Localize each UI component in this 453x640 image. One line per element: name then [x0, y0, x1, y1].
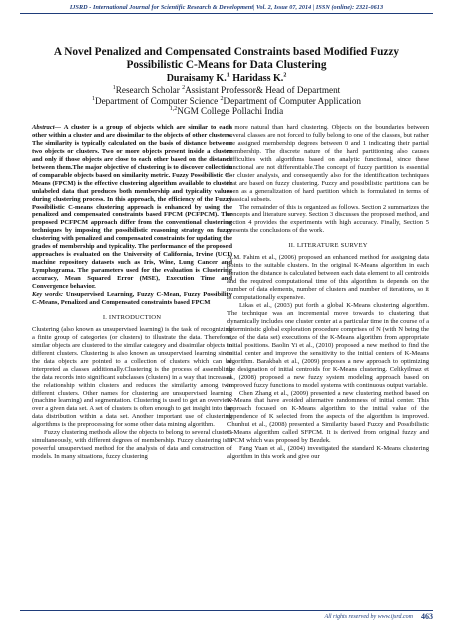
survey-paragraph-1: A.M. Fahim et al., (2006) proposed an enhanced method for assigning data points to the suitable clusters. In the original K-Means algorithm in each iteration the distance is calculated between each data element to all centroids and the required computational time of this algorithm is depends on the number of data elements, number of clusters and number of iterations, so it is computationally expensive.	[227, 254, 429, 302]
aff-role-2: Assistant Professor& Head of Department	[185, 85, 341, 95]
aff-dept-sup1: 1	[91, 95, 95, 102]
author-2-sup: 2	[283, 72, 287, 79]
keywords-label: Key words:	[32, 291, 64, 299]
footer-text	[325, 614, 413, 620]
footer-url-link[interactable]: www.ijsrd.com	[377, 614, 413, 620]
affiliation-institution	[20, 106, 433, 117]
aff-role-1: Research Scholar	[115, 85, 183, 95]
author-1-sup: 1	[226, 72, 230, 79]
affiliation-departments	[20, 96, 433, 107]
aff-inst-sup: 1,2	[169, 106, 178, 113]
footer-rule	[20, 610, 433, 611]
survey-paragraph-3: Chen Zhang et al., (2009) presented a new clustering method based on K-Means that have avoided alternative randomness of initial center. This approach focused on K-Means algorithm to the initial value of the dependence of K selected from the aspects of the algorithm is improved. Chunhui et al., (2008) presented a Similarity based Fuzzy and Possibilistic C-Means algorithm called SFPCM. It is derived from original fuzzy and FPCM which was proposed by Bezdek.	[227, 389, 429, 445]
aff-role-sup2: 2	[182, 84, 186, 91]
paper-title	[20, 46, 433, 72]
header-rule	[20, 13, 433, 14]
intro-paragraph-2: Fuzzy clustering methods allow the objects to belong to several clusters simultaneously, with different degrees of membership. Fuzzy clustering is a powerful unsupervised method for the analysis of data and construction of models. In many situations, fuzzy clustering	[32, 429, 232, 461]
journal-header: IJSRD - International Journal for Scientific Research & Development| Vol. 2, Issue 07, 2014 | ISSN (online): 2321-0613	[69, 4, 384, 11]
intro-paragraph-1: Clustering (also known as unsupervised learning) is the task of recognizing a finite group of categories (or clusters) to illustrate the data. Therefore, similar objects are clustered to the similar category and dissimilar objects to different clusters. Clustering is also known as unsupervised learning since the data objects are pointed to a collection of clusters which can be interpreted as classes additionally.Clustering is the process of assembling the data records into significant subclasses (clusters) in a way that increases the relationship within clusters and reduces the similarity among two different clusters. Other names for clustering are unsupervised learning (machine learning) and segmentation. Clustering is used to get an overview over a given data set. A set of clusters is often enough to get insight into the data distribution within a data set. Another important use of clustering algorithms is the preprocessing for some other data mining algorithm.	[32, 325, 232, 429]
paper-title-line1: A Novel Penalized and Compensated Constraints based Modified Fuzzy	[53, 46, 400, 58]
left-column	[32, 124, 232, 461]
affiliation-roles	[20, 85, 433, 96]
page-number: 463	[421, 612, 433, 621]
aff-dept-2: Department of Computer Application	[223, 95, 362, 106]
author-1: Duraisamy K.	[166, 73, 227, 84]
survey-paragraph-2: Likas et al., (2003) put forth a global K-Means clustering algorithm. The technique was an incremental move towards to clustering that dynamically includes one cluster center at a particular time in the course of a deterministic global exploration procedure comprises of N (with N being the size of the data set) executions of the K-Means algorithm from appropriate initial positions. Baolin Yi et al., (2010) proposed a new method to find the initial center and improve the sensitivity to the initial centers of K-Means algorithm. Barakbah et al., (2009) proposes a new approach to optimizing the designation of initial centroids for K-Means clustering. Celikyilmaz et al., (2008) proposed a new fuzzy system modeling approach based on improved fuzzy functions to model systems with continuous output variable.	[227, 302, 429, 389]
aff-dept-1: Department of Computer Science	[94, 95, 221, 106]
intro-paragraph-4: The remainder of this is organized as follows. Section 2 summarizes the concepts and literature survey. Section 3 discusses the proposed method, and section 4 provides the experiments with high accuracy. Finally, Section 5 presents the conclusions of the work.	[227, 203, 429, 235]
author-2: Haridass K.	[229, 73, 284, 84]
keywords	[32, 291, 232, 307]
right-column	[227, 124, 429, 461]
aff-role-sup1: 1	[112, 84, 116, 91]
aff-dept-sup2: 2	[220, 95, 224, 102]
abstract	[32, 124, 232, 291]
section-heading-literature-survey: II. LITERATURE SURVEY	[288, 242, 368, 250]
footer-rights: All rights reserved by	[324, 614, 378, 620]
abstract-label: Abstract—	[32, 124, 62, 131]
title-block	[20, 46, 433, 117]
abstract-text: A cluster is a group of objects which are similar to each other within a cluster and are dissimilar to the objects of other clusters. The similarity is typically calculated on the basis of distance between two objects or clusters. Two or more objects present inside a cluster and only if those objects are close to each other based on the distance between them.The major objective of clustering is to discover collection of comparable objects based on similarity metric. Fuzzy Possibilistic C-Means (FPCM) is the effective clustering algorithm available to cluster unlabeled data that produces both membership and typicality values during clustering process. In this approach, the efficiency of the Fuzzy Possibilistic C-means clustering approach is enhanced by using the penalized and compensated constraints based FPCM (PCFPCM). The proposed PCFPCM approach differ from the conventional clustering techniques by imposing the possibilistic reasoning strategy on fuzzy clustering with penalized and compensated constraints for updating the grades of membership and typicality. The performance of the proposed approaches is evaluated on the University of California, Irvine (UCI) machine repository datasets such as Iris, Wine, Lung Cancer and Lymphograma. The parameters used for the evaluation is Clustering accuracy, Mean Squared Error (MSE), Execution Time and Convergence behavior.	[32, 124, 232, 291]
keywords-text: Unsupervised Learning, Fuzzy C-Mean, Fuzzy Possibility C-Means, Penalized and Compensated constraints based FPCM	[32, 291, 232, 306]
paper-title-line2: Possibilistic C-Means for Data Clustering	[126, 59, 327, 71]
intro-paragraph-3: is more natural than hard clustering. Objects on the boundaries between several classes are not forced to fully belong to one of the classes, but rather are assigned membership degrees between 0 and 1 indicating their partial membership. The discrete nature of the hard partitioning also causes difficulties with algorithms based on analytic functional, since these functional are not differentiable.The concept of fuzzy partition is essential for cluster analysis, and consequently also for the identification techniques that are based on fuzzy clustering. Fuzzy and possibilistic partitions can be seen as a generalization of hard partition which is formulated in terms of classical subsets.	[227, 124, 429, 203]
survey-paragraph-4: Fang Yuan et al., (2004) investigated the standard K-Means clustering algorithm in this work and give our	[227, 445, 429, 461]
aff-institution: NGM College Pollachi India	[177, 106, 284, 117]
authors	[20, 73, 433, 85]
section-heading-introduction: I. INTRODUCTION	[102, 313, 162, 321]
